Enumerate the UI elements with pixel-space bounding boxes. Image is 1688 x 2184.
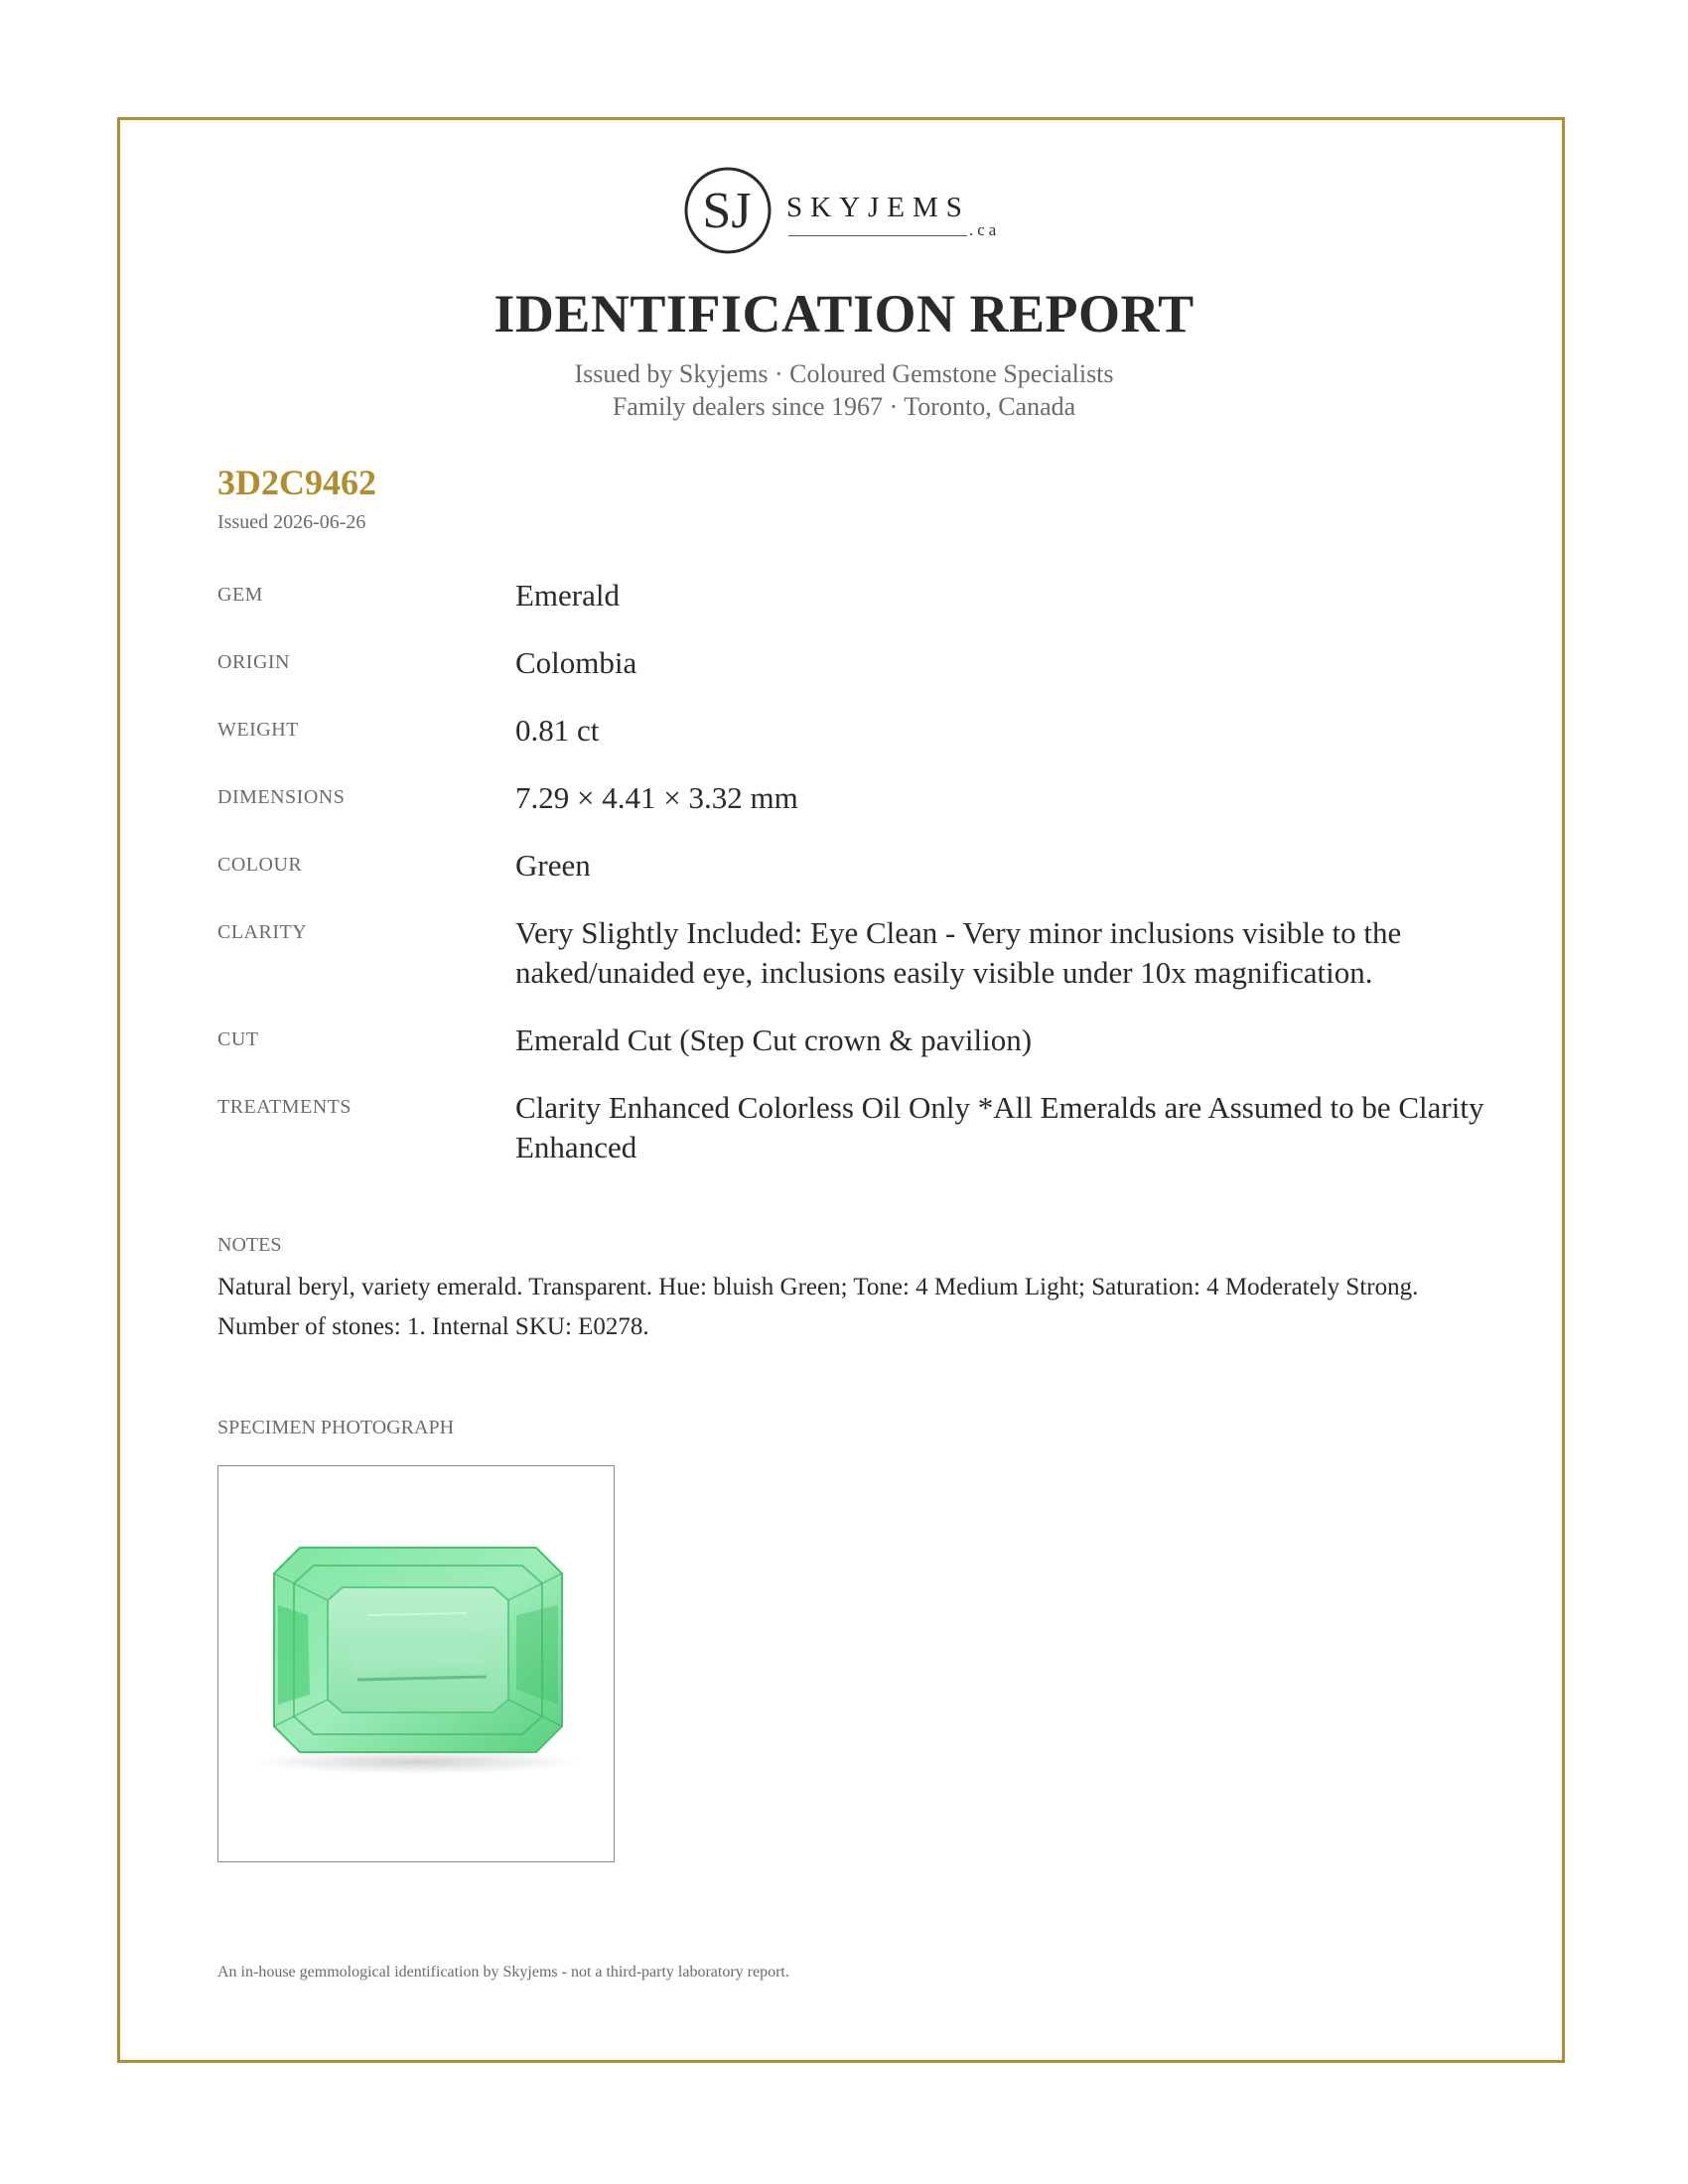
field-value: 0.81 ct [515, 713, 600, 748]
field-value: Clarity Enhanced Colorless Oil Only *All Emeralds are Assumed to be Clarity Enhanced [515, 1090, 1484, 1164]
brand-rule [788, 235, 967, 236]
field-value: Colombia [515, 645, 637, 680]
field-value: 7.29 × 4.41 × 3.32 mm [515, 780, 798, 815]
subtitle-location: Family dealers since 1967 · Toronto, Canada [612, 392, 1076, 421]
field-label: WEIGHT [217, 719, 299, 741]
field-label: CUT [217, 1028, 259, 1050]
page-title: IDENTIFICATION REPORT [493, 284, 1195, 343]
field-label: GEM [217, 584, 263, 606]
brand-logo [683, 164, 1011, 263]
field-label: TREATMENTS [217, 1096, 352, 1118]
field-label: COLOUR [217, 854, 303, 876]
field-label: DIMENSIONS [217, 786, 346, 808]
field-value: Emerald [515, 578, 621, 613]
specimen-label: SPECIMEN PHOTOGRAPH [217, 1417, 455, 1438]
notes-text: Natural beryl, variety emerald. Transparent. Hue: bluish Green; Tone: 4 Medium Light; Saturation: 4 Moderately Strong. Number of stones: 1. Internal SKU: E0278. [217, 1274, 1419, 1340]
notes-label: NOTES [217, 1234, 282, 1256]
emerald-gem-icon [218, 1466, 613, 1860]
specimen-photo [217, 1465, 615, 1862]
issued-date: Issued 2026-06-26 [217, 511, 366, 533]
svg-text:SJ: SJ [702, 183, 752, 239]
field-value: Green [515, 848, 591, 883]
footer-disclaimer: An in-house gemmological identification by Skyjems - not a third-party laboratory report. [217, 1964, 789, 1980]
report-id: 3D2C9462 [217, 463, 376, 502]
field-value: Very Slightly Included: Eye Clean - Very minor inclusions visible to the naked/unaided eye, inclusions easily visible under 10x magnification. [515, 915, 1402, 990]
field-value: Emerald Cut (Step Cut crown & pavilion) [515, 1023, 1033, 1057]
brand-name: SKYJEMS [786, 192, 970, 223]
field-label: ORIGIN [217, 651, 290, 673]
monogram-logo-icon [683, 166, 773, 255]
subtitle-issuer: Issued by Skyjems · Coloured Gemstone Specialists [574, 359, 1114, 388]
field-label: CLARITY [217, 921, 308, 943]
brand-suffix: .ca [969, 220, 1001, 239]
